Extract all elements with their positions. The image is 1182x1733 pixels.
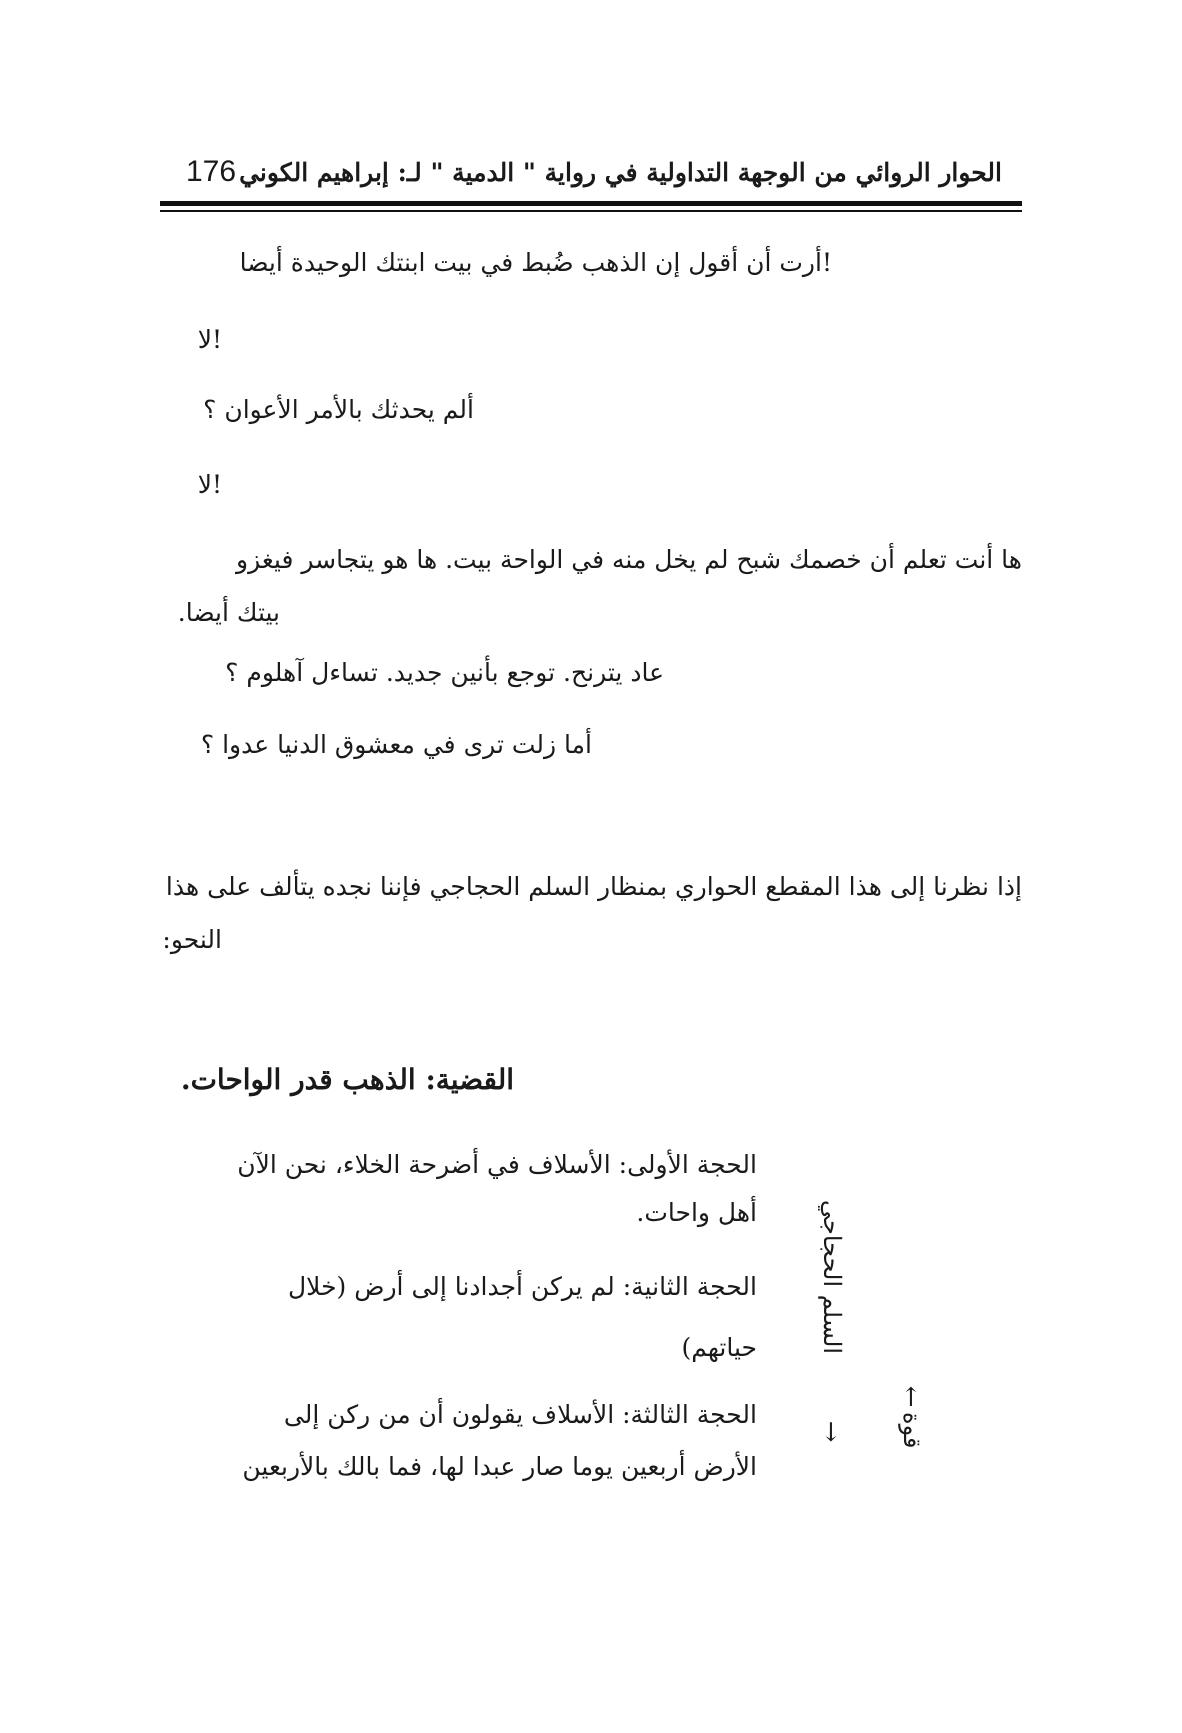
argument-2-line-2: حياتهم): [681, 1333, 757, 1362]
dialogue-line-6: بيتك أيضا.: [177, 598, 280, 627]
dialogue-line-1: !أرت أن أقول إن الذهب ضُبط في بيت ابنتك الوحيدة أيضا: [239, 248, 832, 277]
analysis-line-2: النحو:: [162, 925, 222, 954]
argument-1-line-2: أهل واحات.: [636, 1198, 757, 1227]
argument-2-line-1: الحجة الثانية: لم يركن أجدادنا إلى أرض (خلال: [288, 1272, 757, 1301]
dialogue-line-7: عاد يترنح. توجع بأنين جديد. تساءل آهلوم ؟: [225, 658, 664, 687]
argument-3-line-1: الحجة الثالثة: الأسلاف يقولون أن من ركن إلى: [283, 1400, 757, 1429]
handwritten-scale-label: السلم الحجاجي: [818, 1200, 846, 1355]
handwritten-strength-label: قوة: [898, 1412, 926, 1449]
arrow-up-icon: ↑: [900, 1383, 922, 1413]
dialogue-line-2: !لا: [197, 325, 222, 354]
arrow-down-icon: ↓: [820, 1418, 842, 1448]
dialogue-line-5: ها أنت تعلم أن خصمك شبح لم يخل منه في الواحة بيت. ها هو يتجاسر فيغزو: [236, 545, 1022, 574]
header-rule-thick: [160, 201, 1022, 206]
thesis-heading: القضية: الذهب قدر الواحات.: [180, 1063, 514, 1096]
dialogue-line-4: !لا: [197, 470, 222, 499]
dialogue-line-8: أما زلت ترى في معشوق الدنيا عدوا ؟: [200, 730, 592, 759]
argument-3-line-2: الأرض أربعين يوما صار عبدا لها، فما بالك بالأربعين: [242, 1452, 757, 1481]
page-number: 176: [186, 155, 237, 188]
argument-1-line-1: الحجة الأولى: الأسلاف في أضرحة الخلاء، نحن الآن: [237, 1150, 757, 1179]
running-header-title: الحوار الروائي من الوجهة التداولية في رواية " الدمية " لـ: إبراهيم الكوني: [239, 158, 1002, 187]
header-rule-thin: [160, 210, 1022, 212]
analysis-line-1: إذا نظرنا إلى هذا المقطع الحواري بمنظار السلم الحجاجي فإننا نجده يتألف على هذا: [165, 872, 1022, 901]
dialogue-line-3: ألم يحدثك بالأمر الأعوان ؟: [203, 395, 474, 424]
